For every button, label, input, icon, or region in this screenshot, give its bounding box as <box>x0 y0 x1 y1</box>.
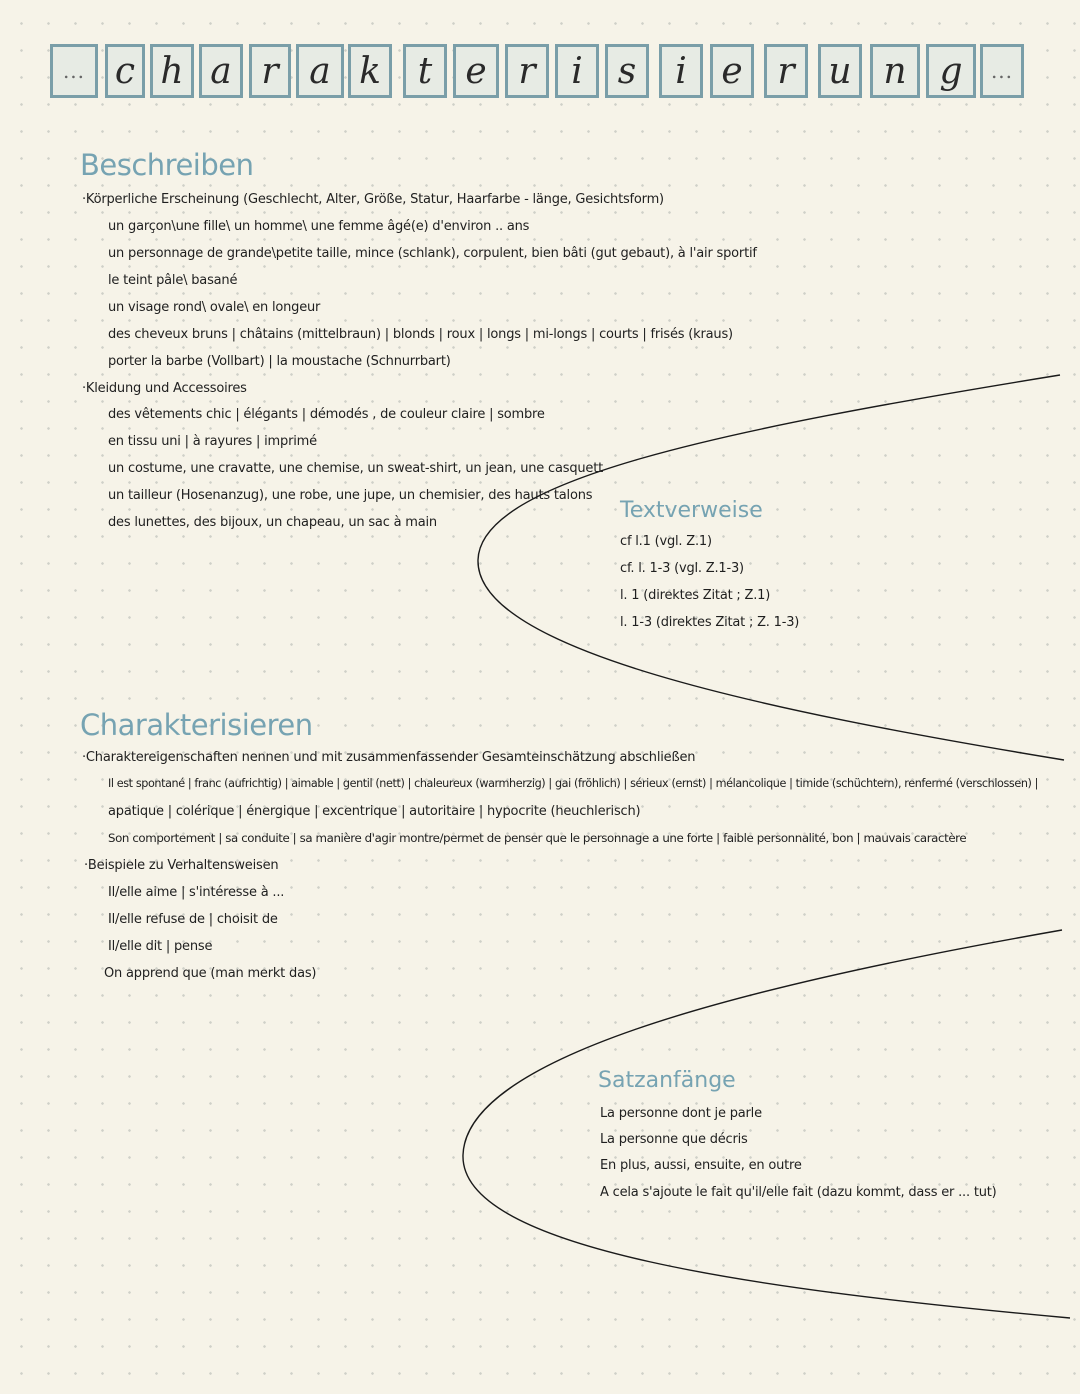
charakterisieren-line: ·Charaktereigenschaften nennen und mit zusammenfassender Gesamteinschätzung abschließen <box>82 750 696 765</box>
beschreiben-line: porter la barbe (Vollbart) | la moustache (Schnurrbart) <box>108 354 451 369</box>
beschreiben-line: des lunettes, des bijoux, un chapeau, un sac à main <box>108 515 437 530</box>
satzanfaenge-line: La personne dont je parle <box>600 1106 762 1121</box>
section-heading-satzanfaenge: Satzanfänge <box>598 1068 736 1093</box>
beschreiben-line: des vêtements chic | élégants | démodés , de couleur claire | sombre <box>108 407 545 422</box>
title-tile: i <box>659 44 703 98</box>
beschreiben-line: en tissu uni | à rayures | imprimé <box>108 434 317 449</box>
title-tile: ... <box>980 44 1024 98</box>
charakterisieren-line: On apprend que (man merkt das) <box>104 966 317 981</box>
beschreiben-line: ·Körperliche Erscheinung (Geschlecht, Alter, Größe, Statur, Haarfarbe - länge, Gesichtsform) <box>82 192 664 207</box>
textverweise-line: l. 1 (direktes Zitat ; Z.1) <box>620 588 771 603</box>
beschreiben-line: un costume, une cravatte, une chemise, un sweat-shirt, un jean, une casquett <box>108 461 604 476</box>
title-tile: r <box>505 44 549 98</box>
charakterisieren-line: ·Beispiele zu Verhaltensweisen <box>84 858 279 873</box>
title-tile: t <box>403 44 447 98</box>
curve-lower <box>463 930 1070 1318</box>
title-tile: k <box>348 44 392 98</box>
title-tile: i <box>555 44 599 98</box>
title-tile: a <box>199 44 243 98</box>
textverweise-line: cf. l. 1-3 (vgl. Z.1-3) <box>620 561 744 576</box>
title-tile: u <box>818 44 862 98</box>
charakterisieren-line: Son comportement | sa conduite | sa manière d'agir montre/permet de penser que le personnage a une forte | faible personnalité, bon | mauvais caractère <box>108 831 967 845</box>
beschreiben-line: un visage rond\ ovale\ en longeur <box>108 300 321 315</box>
title-tile: e <box>710 44 754 98</box>
title-tile: c <box>105 44 145 98</box>
satzanfaenge-line: La personne que décris <box>600 1132 748 1147</box>
title-tile: s <box>605 44 649 98</box>
charakterisieren-line: Il/elle aime | s'intéresse à ... <box>108 885 285 900</box>
title-tile: e <box>453 44 499 98</box>
charakterisieren-line: apatique | colérique | énergique | excentrique | autoritaire | hypocrite (heuchlerisch) <box>108 804 641 819</box>
title-tile: g <box>926 44 976 98</box>
section-heading-charakterisieren: Charakterisieren <box>80 708 313 742</box>
section-heading-beschreiben: Beschreiben <box>80 148 254 182</box>
beschreiben-line: ·Kleidung und Accessoires <box>82 381 247 396</box>
satzanfaenge-line: A cela s'ajoute le fait qu'il/elle fait (dazu kommt, dass er ... tut) <box>600 1185 997 1200</box>
title-tile: a <box>296 44 344 98</box>
title-tile: h <box>150 44 194 98</box>
title-tile: ... <box>50 44 98 98</box>
title-tile: n <box>870 44 920 98</box>
beschreiben-line: le teint pâle\ basané <box>108 273 238 288</box>
curve-upper <box>478 375 1064 760</box>
beschreiben-line: un tailleur (Hosenanzug), une robe, une jupe, un chemisier, des hauts talons <box>108 488 593 503</box>
title-tile: r <box>764 44 808 98</box>
textverweise-line: cf l.1 (vgl. Z.1) <box>620 534 712 549</box>
beschreiben-line: un personnage de grande\petite taille, mince (schlank), corpulent, bien bâti (gut gebaut), à l'air sportif <box>108 246 757 261</box>
section-heading-textverweise: Textverweise <box>620 498 763 523</box>
textverweise-line: l. 1-3 (direktes Zitat ; Z. 1-3) <box>620 615 800 630</box>
title-tile: r <box>249 44 291 98</box>
beschreiben-line: un garçon\une fille\ un homme\ une femme âgé(e) d'environ .. ans <box>108 219 530 234</box>
charakterisieren-line: Il est spontané | franc (aufrichtig) | aimable | gentil (nett) | chaleureux (warmherzig) | gai (fröhlich) | sérieux (ernst) | mélancolique | timide (schüchtern), renfermé (verschlossen) | <box>108 777 1038 790</box>
beschreiben-line: des cheveux bruns | châtains (mittelbraun) | blonds | roux | longs | mi-longs | courts | frisés (kraus) <box>108 327 733 342</box>
charakterisieren-line: Il/elle refuse de | choisit de <box>108 912 278 927</box>
charakterisieren-line: Il/elle dit | pense <box>108 939 213 954</box>
satzanfaenge-line: En plus, aussi, ensuite, en outre <box>600 1158 802 1173</box>
